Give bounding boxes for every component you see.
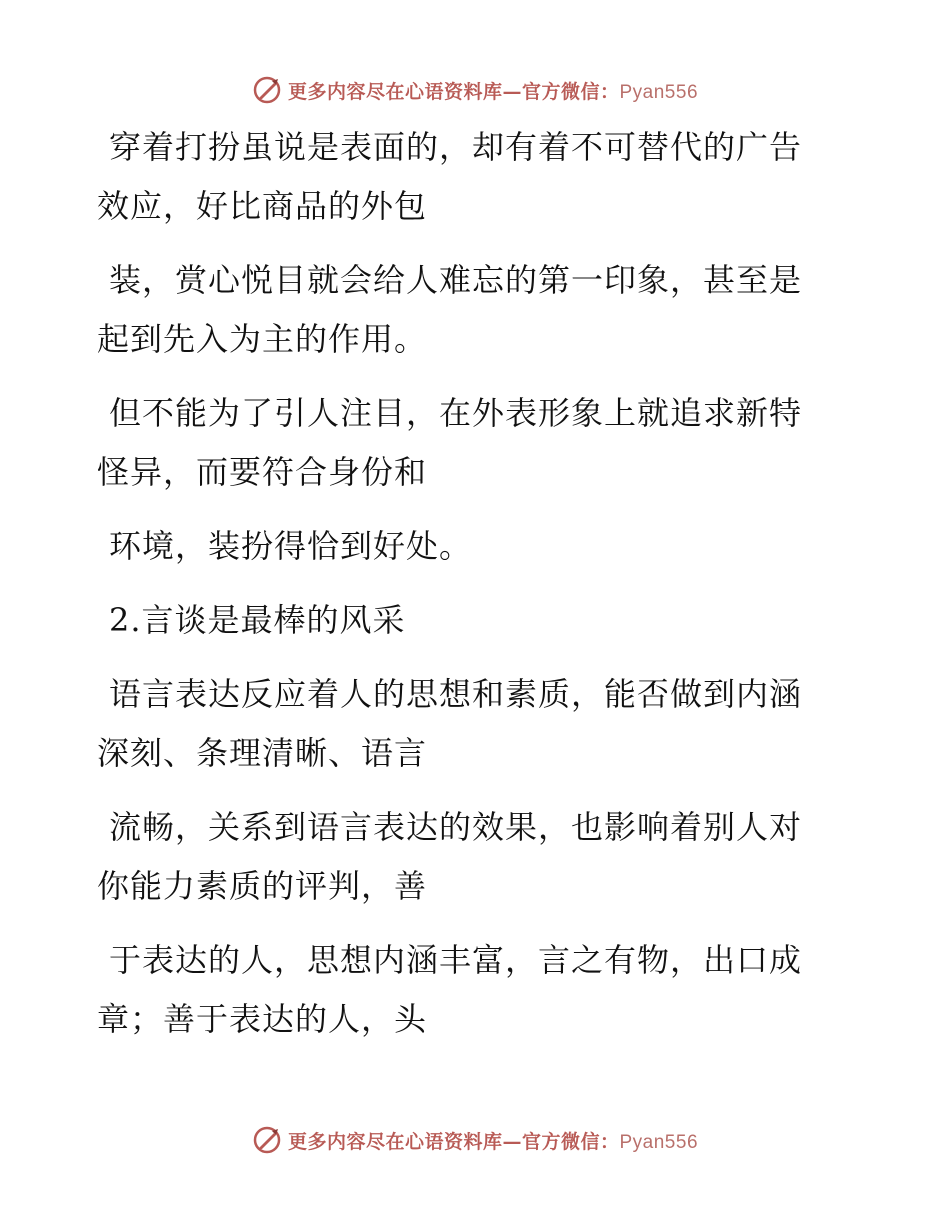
para-line: 但不能为了引人注目，在外表形象上就追求新特 [109,394,803,432]
para-line: 2.言谈是最棒的风采 [109,601,406,639]
para-line: 环境，装扮得恰到好处。 [109,527,473,565]
paragraph [97,384,832,502]
footer-handle: Pyan556 [619,1131,699,1153]
quill-logo-icon [252,75,282,105]
quill-logo-icon [252,1125,282,1155]
para-line: 穿着打扮虽说是表面的，却有着不可替代的广告 [109,128,803,166]
footer-banner [0,1120,950,1160]
header-brand-text: 更多内容尽在心语资料库—官方微信： [287,80,620,103]
document-body [97,118,832,1064]
para-line: 语言表达反应着人的思想和素质，能否做到内涵 [109,675,803,713]
para-line: 你能力素质的评判，善 [97,867,428,905]
paragraph [97,665,832,783]
paragraph [97,118,832,236]
paragraph [97,517,832,576]
footer-text [288,1127,698,1154]
para-line: 装，赏心悦目就会给人难忘的第一印象，甚至是 [109,261,803,299]
header-text [288,77,698,104]
section-heading [97,591,832,650]
para-line: 于表达的人，思想内涵丰富，言之有物，出口成 [109,941,803,979]
para-line: 怪异，而要符合身份和 [97,453,428,491]
header-handle: Pyan556 [619,81,699,103]
para-line: 章；善于表达的人，头 [97,1000,428,1038]
para-line: 效应，好比商品的外包 [97,187,428,225]
paragraph [97,251,832,369]
paragraph [97,798,832,916]
para-line: 流畅，关系到语言表达的效果，也影响着别人对 [109,808,803,846]
para-line: 起到先入为主的作用。 [97,320,428,358]
footer-brand-text: 更多内容尽在心语资料库—官方微信： [287,1130,620,1153]
paragraph [97,931,832,1049]
para-line: 深刻、条理清晰、语言 [97,734,428,772]
header-banner [0,70,950,110]
